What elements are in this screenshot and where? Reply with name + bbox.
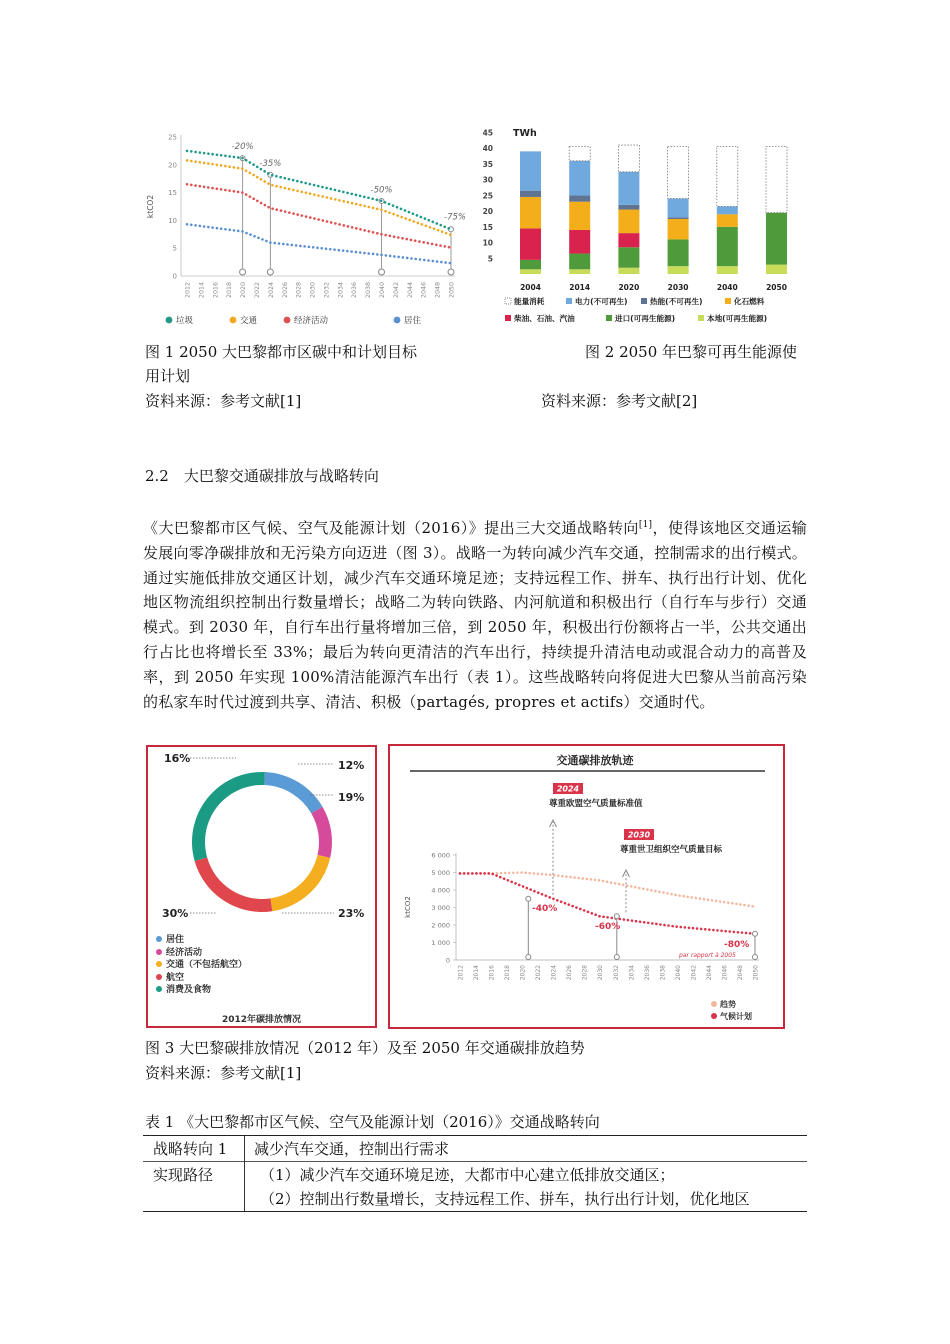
y-tick-label: 0: [172, 272, 177, 281]
x-tick-label: 2032: [612, 965, 620, 981]
y-tick-label: 40: [482, 144, 493, 154]
table-column-rule: [244, 1136, 245, 1211]
milestone-top-marker: [753, 931, 758, 936]
legend-swatch: [725, 298, 731, 304]
series-line-居住: [187, 224, 451, 263]
body-paragraph: [143, 513, 807, 714]
figure-3-caption: 图 3 大巴黎碳排放情况（2012 年）及至 2050 年交通碳排放趋势: [145, 1039, 585, 1057]
x-tick-label: 2050: [766, 283, 787, 292]
legend-swatch: [711, 1001, 717, 1007]
figure-2-source: 资料来源：参考文献[2]: [541, 392, 698, 410]
legend-label: 化石燃料: [734, 297, 765, 306]
bar-segment-能量消耗: [668, 147, 689, 199]
bar-segment-热能(不可再生): [569, 195, 590, 201]
x-tick-label: 2012: [184, 282, 192, 299]
donut-legend-item: [156, 934, 247, 947]
x-tick-label: 2042: [690, 965, 698, 981]
bar-segment-电力(不可再生): [520, 151, 541, 190]
milestone-label: -20%: [231, 142, 254, 153]
milestone-marker: [614, 955, 619, 960]
y-tick-label: 5: [172, 244, 177, 253]
legend-label: 趋势: [720, 1000, 736, 1009]
x-tick-label: 2040: [379, 282, 387, 299]
section-heading: 2.2 大巴黎交通碳排放与战略转向: [145, 467, 379, 485]
bar-segment-热能(不可再生): [668, 217, 689, 219]
reduction-label: -40%: [532, 904, 558, 914]
table-cell-label-1: 战略转向 1: [153, 1140, 228, 1158]
bar-segment-本地(可再生能源): [520, 269, 541, 274]
x-tick-label: 2040: [674, 965, 682, 981]
bar-segment-电力(不可再生): [569, 161, 590, 196]
x-tick-label: 2018: [504, 965, 512, 981]
legend-swatch: [284, 317, 291, 324]
bar-segment-本地(可再生能源): [569, 269, 590, 274]
x-tick-label: 2034: [337, 282, 345, 299]
legend-label: 热能(不可再生): [650, 297, 703, 306]
y-tick-label: 15: [482, 222, 493, 232]
donut-percent-label: 23%: [338, 907, 365, 920]
legend-swatch: [566, 298, 572, 304]
legend-label: 进口(可再生能源): [615, 314, 676, 323]
donut-legend-item: [156, 959, 247, 972]
y-tick-label: 0: [445, 956, 450, 965]
x-tick-label: 2036: [643, 965, 651, 981]
donut-percent-label: 30%: [162, 907, 189, 920]
bar-segment-能量消耗: [717, 147, 738, 207]
figure-1-caption-line2: 用计划: [145, 367, 191, 385]
bar-segment-能量消耗: [618, 145, 639, 172]
legend-swatch: [156, 974, 162, 980]
legend-label: 能量消耗: [514, 297, 545, 306]
x-tick-label: 2046: [420, 282, 428, 299]
figure-1-caption: 图 1 2050 大巴黎都市区碳中和计划目标: [145, 343, 418, 361]
y-axis-label: ktCO2: [146, 194, 155, 219]
donut-percent-label: 16%: [164, 752, 191, 765]
table-cell-value-1: 减少汽车交通，控制出行需求: [254, 1140, 450, 1158]
y-tick-label: 4 000: [431, 886, 450, 895]
bar-segment-本地(可再生能源): [766, 265, 787, 274]
legend-swatch: [698, 315, 704, 321]
milestone-label: -75%: [444, 212, 466, 223]
legend-swatch: [711, 1013, 717, 1019]
y-tick-label: 25: [168, 133, 177, 142]
figure-1-line-chart: [143, 125, 478, 330]
x-tick-label: 2028: [295, 282, 303, 299]
donut-chart: [148, 747, 375, 927]
x-tick-label: 2036: [351, 282, 359, 299]
y-tick-label: 25: [482, 191, 493, 201]
y-tick-label: 20: [482, 207, 493, 217]
x-tick-label: 2030: [309, 282, 317, 299]
legend-swatch: [156, 961, 162, 967]
series-line-经济活动: [187, 184, 451, 247]
y-tick-label: 3 000: [431, 904, 450, 912]
x-tick-label: 2038: [365, 282, 373, 299]
table-bottom-rule: [143, 1211, 807, 1212]
bar-segment-进口(可再生能源): [569, 254, 590, 270]
legend-label: 消费及食物: [166, 985, 212, 995]
reduction-label: -80%: [724, 940, 750, 950]
x-tick-label: 2026: [281, 282, 289, 299]
legend-label: 航空: [166, 972, 185, 983]
milestone-marker: [753, 955, 758, 960]
legend-swatch: [641, 298, 647, 304]
bar-segment-柴油、石油、汽油: [618, 233, 639, 247]
bar-segment-本地(可再生能源): [668, 266, 689, 274]
bar-segment-化石燃料: [717, 214, 738, 227]
bar-segment-进口(可再生能源): [520, 260, 541, 269]
donut-percent-label: 12%: [338, 759, 365, 772]
table-row-rule: [143, 1161, 807, 1162]
x-tick-label: 2032: [323, 282, 331, 299]
legend-label: 居住: [166, 935, 185, 945]
x-tick-label: 2028: [581, 965, 589, 981]
bar-segment-电力(不可再生): [668, 199, 689, 218]
legend-swatch: [156, 986, 162, 992]
x-tick-label: 2016: [212, 282, 220, 299]
legend-label: 垃圾: [176, 316, 194, 326]
donut-slice-交通（不包括航空）: [270, 855, 330, 911]
paragraph-text-1: 《大巴黎都市区气候、空气及能源计划（2016）》提出三大交通战略转向: [143, 519, 639, 537]
bar-segment-柴油、石油、汽油: [520, 228, 541, 259]
bar-segment-化石燃料: [520, 197, 541, 228]
legend-swatch: [505, 298, 511, 304]
x-tick-label: 2024: [550, 965, 558, 981]
figure-2-caption: 图 2 2050 年巴黎可再生能源使: [585, 343, 798, 361]
x-tick-label: 2048: [434, 282, 442, 299]
donut-percent-label: 19%: [338, 791, 365, 804]
donut-slice-经济活动: [311, 807, 332, 858]
y-tick-label: 20: [168, 161, 177, 170]
series-line-交通: [187, 160, 451, 235]
chart-title: 交通碳排放轨迹: [556, 754, 634, 767]
x-tick-label: 2030: [667, 283, 689, 292]
milestone-label: -50%: [370, 185, 393, 196]
legend-swatch: [156, 949, 162, 955]
legend-label: 交通（不包括航空）: [166, 960, 248, 970]
milestone-marker: [379, 269, 385, 275]
figure-3-donut-panel: [146, 745, 377, 1028]
bar-segment-进口(可再生能源): [717, 227, 738, 266]
legend-label: 经济活动: [166, 947, 203, 958]
y-tick-label: 10: [168, 216, 177, 225]
x-tick-label: 2050: [752, 965, 760, 981]
year-badge-label: 2030: [627, 830, 651, 840]
bar-segment-能量消耗: [569, 147, 590, 161]
milestone-top-marker: [614, 914, 619, 919]
x-tick-label: 2016: [488, 965, 496, 981]
x-tick-label: 2034: [628, 965, 636, 981]
x-tick-label: 2014: [473, 965, 481, 981]
bar-segment-本地(可再生能源): [717, 266, 738, 274]
milestone-marker: [240, 269, 246, 275]
y-tick-label: 15: [168, 189, 177, 198]
y-tick-label: 1 000: [431, 939, 450, 947]
year-badge-label: 2024: [556, 784, 580, 794]
y-tick-label: 6 000: [431, 851, 450, 860]
bar-segment-进口(可再生能源): [668, 239, 689, 266]
x-tick-label: 2004: [520, 283, 541, 292]
bar-segment-电力(不可再生): [717, 206, 738, 214]
x-tick-label: 2012: [457, 965, 465, 981]
legend-swatch: [505, 315, 511, 321]
bar-segment-热能(不可再生): [618, 205, 639, 210]
donut-legend-item: [156, 972, 247, 985]
x-tick-label: 2018: [226, 282, 234, 299]
milestone-top-marker: [526, 896, 531, 901]
x-tick-label: 2020: [240, 282, 248, 299]
bar-segment-能量消耗: [766, 147, 787, 213]
donut-slice-消费及食物: [192, 772, 265, 861]
paragraph-text-2: ，使得该地区交通运输发展向零净碳排放和无污染方向迈进（图 3）。战略一为转向减少汽车交通，控制需求的出行模式。通过实施低排放交通区计划，减少汽车交通环境足迹；支持远程工作、拼车、执行出行计划、优化地区物流组织控制出行数量增长；战略二为转向铁路、内河航道和积极出行（自行车与步行）交通模式。到 2030 年，自行车出行量将增加三倍，到 2050 年，积极出行份额将占一半，公共交通出行占比也将增长至 33%；最后为转向更清洁的汽车出行，持续提升清洁电动或混合动力的高普及率，到 2050 年实现 100%清洁能源汽车出行（表 1）。这些战略转向将促进大巴黎从当前高污染的私家车时代过渡到共享、清洁、积极（partagés, propres et actifs）交通时代。: [143, 519, 807, 711]
x-tick-label: 2044: [406, 282, 414, 299]
bar-segment-本地(可再生能源): [618, 268, 639, 274]
x-tick-label: 2026: [566, 965, 574, 981]
donut-slice-居住: [264, 772, 322, 813]
legend-label: 交通: [240, 316, 258, 326]
bar-segment-进口(可再生能源): [618, 247, 639, 267]
milestone-marker: [526, 955, 531, 960]
table-cell-value-2a: （1）减少汽车交通环境足迹，大都市中心建立低排放交通区；: [260, 1166, 675, 1184]
bar-segment-热能(不可再生): [520, 191, 541, 197]
table-top-rule: [143, 1135, 807, 1136]
x-tick-label: 2022: [535, 965, 543, 981]
x-tick-label: 2014: [569, 283, 591, 292]
x-tick-label: 2050: [448, 282, 456, 299]
y-tick-label: 2 000: [431, 921, 450, 930]
table-title: 表 1 《大巴黎都市区气候、空气及能源计划（2016）》交通战略转向: [145, 1113, 600, 1131]
legend-swatch: [166, 317, 173, 324]
figure-3-source: 资料来源：参考文献[1]: [145, 1064, 302, 1082]
legend-swatch: [606, 315, 612, 321]
y-tick-label: 5 000: [431, 869, 450, 877]
x-tick-label: 2040: [716, 283, 738, 292]
x-tick-label: 2024: [267, 282, 275, 299]
legend-label: 电力(不可再生): [575, 297, 628, 306]
bar-segment-化石燃料: [569, 202, 590, 230]
x-tick-label: 2030: [597, 965, 605, 981]
legend-label: 柴油、石油、汽油: [514, 314, 575, 323]
reduction-label: -60%: [595, 922, 621, 932]
x-tick-label: 2046: [721, 965, 729, 981]
milestone-marker: [448, 269, 454, 275]
y-tick-label: 35: [482, 159, 493, 169]
x-tick-label: 2020: [618, 283, 640, 292]
legend-swatch: [156, 936, 162, 942]
figure-2-stacked-bar-chart: [480, 122, 805, 332]
donut-slice-航空: [195, 857, 273, 912]
chart-title: TWh: [513, 128, 537, 139]
x-tick-label: 2042: [392, 282, 400, 299]
x-tick-label: 2044: [705, 965, 713, 981]
x-tick-label: 2038: [659, 965, 667, 981]
citation-ref: [1]: [638, 520, 653, 530]
y-axis-label: ktCO2: [404, 896, 412, 918]
donut-legend: [156, 934, 247, 997]
donut-subtitle: 2012年碳排放情况: [221, 1015, 302, 1025]
y-tick-label: 10: [482, 238, 493, 248]
legend-label: 气候计划: [720, 1012, 752, 1021]
legend-swatch: [230, 317, 237, 324]
trajectory-chart: [390, 746, 783, 1027]
reduction-note: par rapport à 2005: [679, 952, 736, 959]
y-tick-label: 5: [487, 254, 493, 264]
annotation-text: 尊重世卫组织空气质量目标: [620, 845, 723, 855]
annotation-text: 尊重欧盟空气质量标准值: [549, 799, 643, 809]
y-tick-label: 30: [482, 175, 493, 185]
x-tick-label: 2014: [198, 282, 206, 299]
table-cell-label-2: 实现路径: [153, 1166, 214, 1184]
milestone-marker: [267, 269, 273, 275]
bar-segment-化石燃料: [618, 210, 639, 234]
x-tick-label: 2048: [736, 965, 744, 981]
donut-legend-item: [156, 947, 247, 960]
donut-legend-item: [156, 984, 247, 997]
bar-segment-进口(可再生能源): [766, 213, 787, 265]
bar-segment-柴油、石油、汽油: [569, 230, 590, 254]
bar-segment-化石燃料: [668, 219, 689, 239]
x-tick-label: 2022: [253, 282, 261, 299]
legend-label: 经济活动: [294, 316, 329, 326]
milestone-label: -35%: [259, 158, 282, 169]
legend-swatch: [394, 317, 401, 324]
y-tick-label: 45: [482, 128, 493, 138]
figure-3-trajectory-panel: [388, 744, 785, 1029]
figure-1-source: 资料来源：参考文献[1]: [145, 392, 302, 410]
x-tick-label: 2020: [519, 965, 527, 981]
table-cell-value-2b: （2）控制出行数量增长，支持远程工作、拼车，执行出行计划，优化地区: [260, 1190, 750, 1208]
bar-segment-电力(不可再生): [618, 172, 639, 205]
legend-label: 居住: [404, 316, 422, 326]
legend-label: 本地(可再生能源): [707, 314, 768, 323]
